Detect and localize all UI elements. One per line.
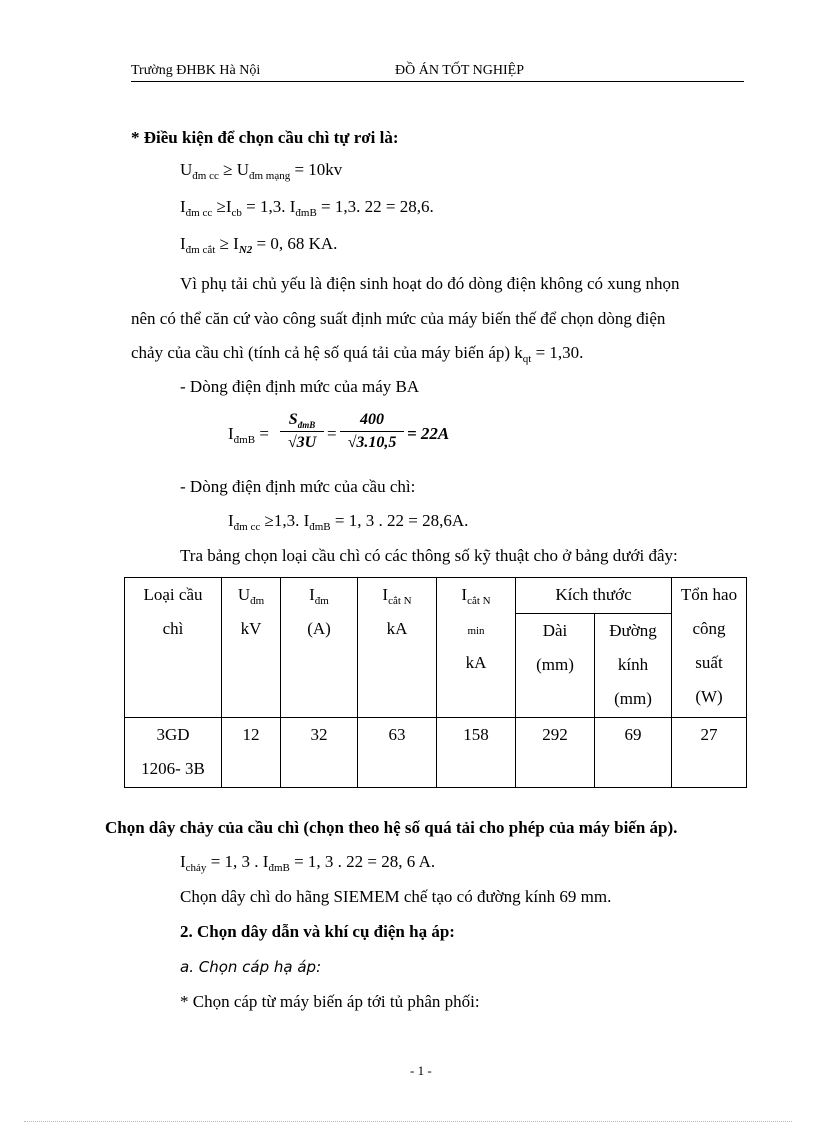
th-loss: Tổn hao công suất (W)	[672, 578, 747, 718]
condition-voltage: $U_{đm cc} \ge U_{đm mạng} = 10kv$	[180, 160, 343, 182]
cell-type: 3GD 1206- 3B	[125, 718, 222, 788]
page-number: - 1 -	[410, 1063, 432, 1078]
formula-fraction-1: $S_{đmB}$ √3U	[280, 411, 324, 452]
th-breaking: $I_{cắt N}$ kA	[358, 578, 437, 718]
calc-fuse-current: $I_{đm cc} \ge 1,3$. $I_{đmB} = 1$, 3 . 22 = 28,6A.	[228, 511, 469, 533]
para-line-1: Vì phụ tải chủ yếu là điện sinh hoạt do đó dòng điện không có xung nhọn	[180, 274, 680, 293]
formula-eq-2: =	[327, 424, 337, 443]
th-type: Loại cầu chì	[125, 578, 222, 718]
calc-fuse-wire: $I_{chảy} = 1$, 3 . $I_{đmB} = 1$, 3 . 22 = 28, 6 A.	[180, 852, 436, 874]
heading-fuse-conditions: * Điều kiện để chọn cầu chì tự rơi là:	[131, 128, 399, 147]
cell-diameter: 69	[595, 718, 672, 788]
condition-breaking: $I_{đm cắt} \ge I_{N2} = 0$, 68 KA.	[180, 234, 338, 256]
th-breaking-min: $I_{cắt N}$ min kA	[437, 578, 516, 718]
th-length: Dài (mm)	[516, 614, 595, 718]
condition-current: $I_{đm cc} \ge I_{cb} = 1,3$. $I_{đmB} = 1,3$. 22 = 28,6.	[180, 197, 434, 219]
fuse-spec-table	[124, 577, 747, 788]
formula-lhs: $I_{đmB}$ =	[228, 424, 269, 446]
heading-fuse-wire: Chọn dây chảy của cầu chì (chọn theo hệ số quá tải cho phép của máy biến áp).	[105, 818, 678, 837]
page-edge-divider	[24, 1121, 792, 1122]
formula-result: = 22A	[407, 424, 450, 443]
dash-ba-current: - Dòng điện định mức của máy BA	[180, 377, 420, 396]
header-school: Trường ĐHBK Hà Nội	[131, 63, 261, 78]
cell-breaking: 63	[358, 718, 437, 788]
th-diameter: Đường kính (mm)	[595, 614, 672, 718]
para-line-3: chảy của cầu chì (tính cả hệ số quá tải của máy biến áp) $k_{qt} = 1,30$.	[131, 343, 584, 365]
th-dimensions: Kích thước	[516, 578, 672, 614]
th-voltage: $U_{đm}$ kV	[222, 578, 281, 718]
cell-voltage: 12	[222, 718, 281, 788]
siemens-line: Chọn dây chì do hãng SIEMEM chế tạo có đường kính 69 mm.	[180, 887, 612, 906]
dash-fuse-current: - Dòng điện định mức của cầu chì:	[180, 477, 416, 496]
cell-length: 292	[516, 718, 595, 788]
table-intro: Tra bảng chọn loại cầu chì có các thông số kỹ thuật cho ở bảng dưới đây:	[180, 546, 678, 565]
subheading-a: a. Chọn cáp hạ áp:	[180, 958, 322, 976]
cell-loss: 27	[672, 718, 747, 788]
para-line-2: nên có thể căn cứ vào công suất định mức của máy biến thế để chọn dòng điện	[131, 309, 666, 328]
cable-line: * Chọn cáp từ máy biến áp tới tủ phân phối:	[180, 992, 480, 1011]
heading-section-2: 2. Chọn dây dẫn và khí cụ điện hạ áp:	[180, 922, 455, 941]
cell-breaking-min: 158	[437, 718, 516, 788]
header-title: ĐỒ ÁN TỐT NGHIỆP	[395, 63, 524, 78]
header-rule	[131, 81, 744, 82]
table-row	[125, 718, 747, 788]
formula-fraction-2: $\frac{400}{√3.10,5}$	[340, 411, 404, 452]
th-current: $I_{đm}$ (A)	[281, 578, 358, 718]
cell-current: 32	[281, 718, 358, 788]
